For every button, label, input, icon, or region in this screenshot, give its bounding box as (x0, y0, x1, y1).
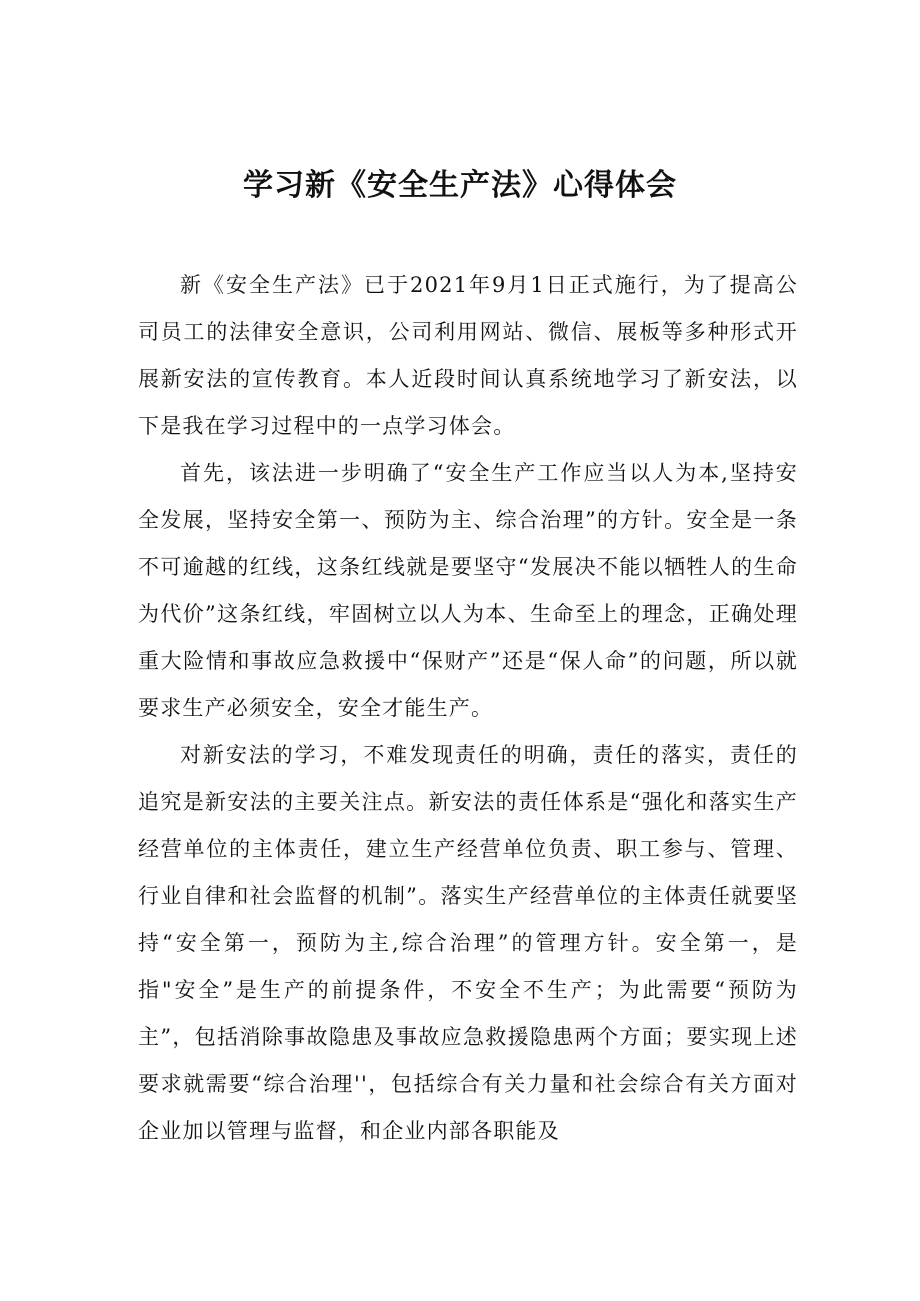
document-title: 学习新《安全生产法》心得体会 (243, 168, 677, 203)
document-body (138, 262, 798, 1155)
paragraph-responsibility: 对新安法的学习，不难发现责任的明确，责任的落实，责任的追究是新安法的主要关注点。新安法的责任体系是“强化和落实生产经营单位的主体责任，建立生产经营单位负责、职工参与、管理、行业自律和社会监督的机制”。落实生产经营单位的主体责任就要坚持“安全第一，预防为主,综合治理”的管理方针。安全第一，是指"安全”是生产的前提条件，不安全不生产；为此需要“预防为主”，包括消除事故隐患及事故应急救援隐患两个方面；要实现上述要求就需要“综合治理''，包括综合有关力量和社会综合有关方面对企业加以管理与监督，和企业内部各职能及 (138, 743, 798, 1143)
paragraph-intro: 新《安全生产法》已于2021年9月1日正式施行，为了提高公司员工的法律安全意识，公司利用网站、微信、展板等多种形式开展新安法的宣传教育。本人近段时间认真系统地学习了新安法，以下是我在学习过程中的一点学习体会。 (138, 273, 798, 438)
paragraph-principle: 首先，该法进一步明确了“安全生产工作应当以人为本,坚持安全发展，坚持安全第一、预防为主、综合治理”的方针。安全是一条不可逾越的红线，这条红线就是要坚守“发展决不能以牺牲人的生命为代价”这条红线，牢固树立以人为本、生命至上的理念，正确处理重大险情和事故应急救援中“保财产”还是“保人命”的问题，所以就要求生产必须安全，安全才能生产。 (138, 461, 798, 720)
